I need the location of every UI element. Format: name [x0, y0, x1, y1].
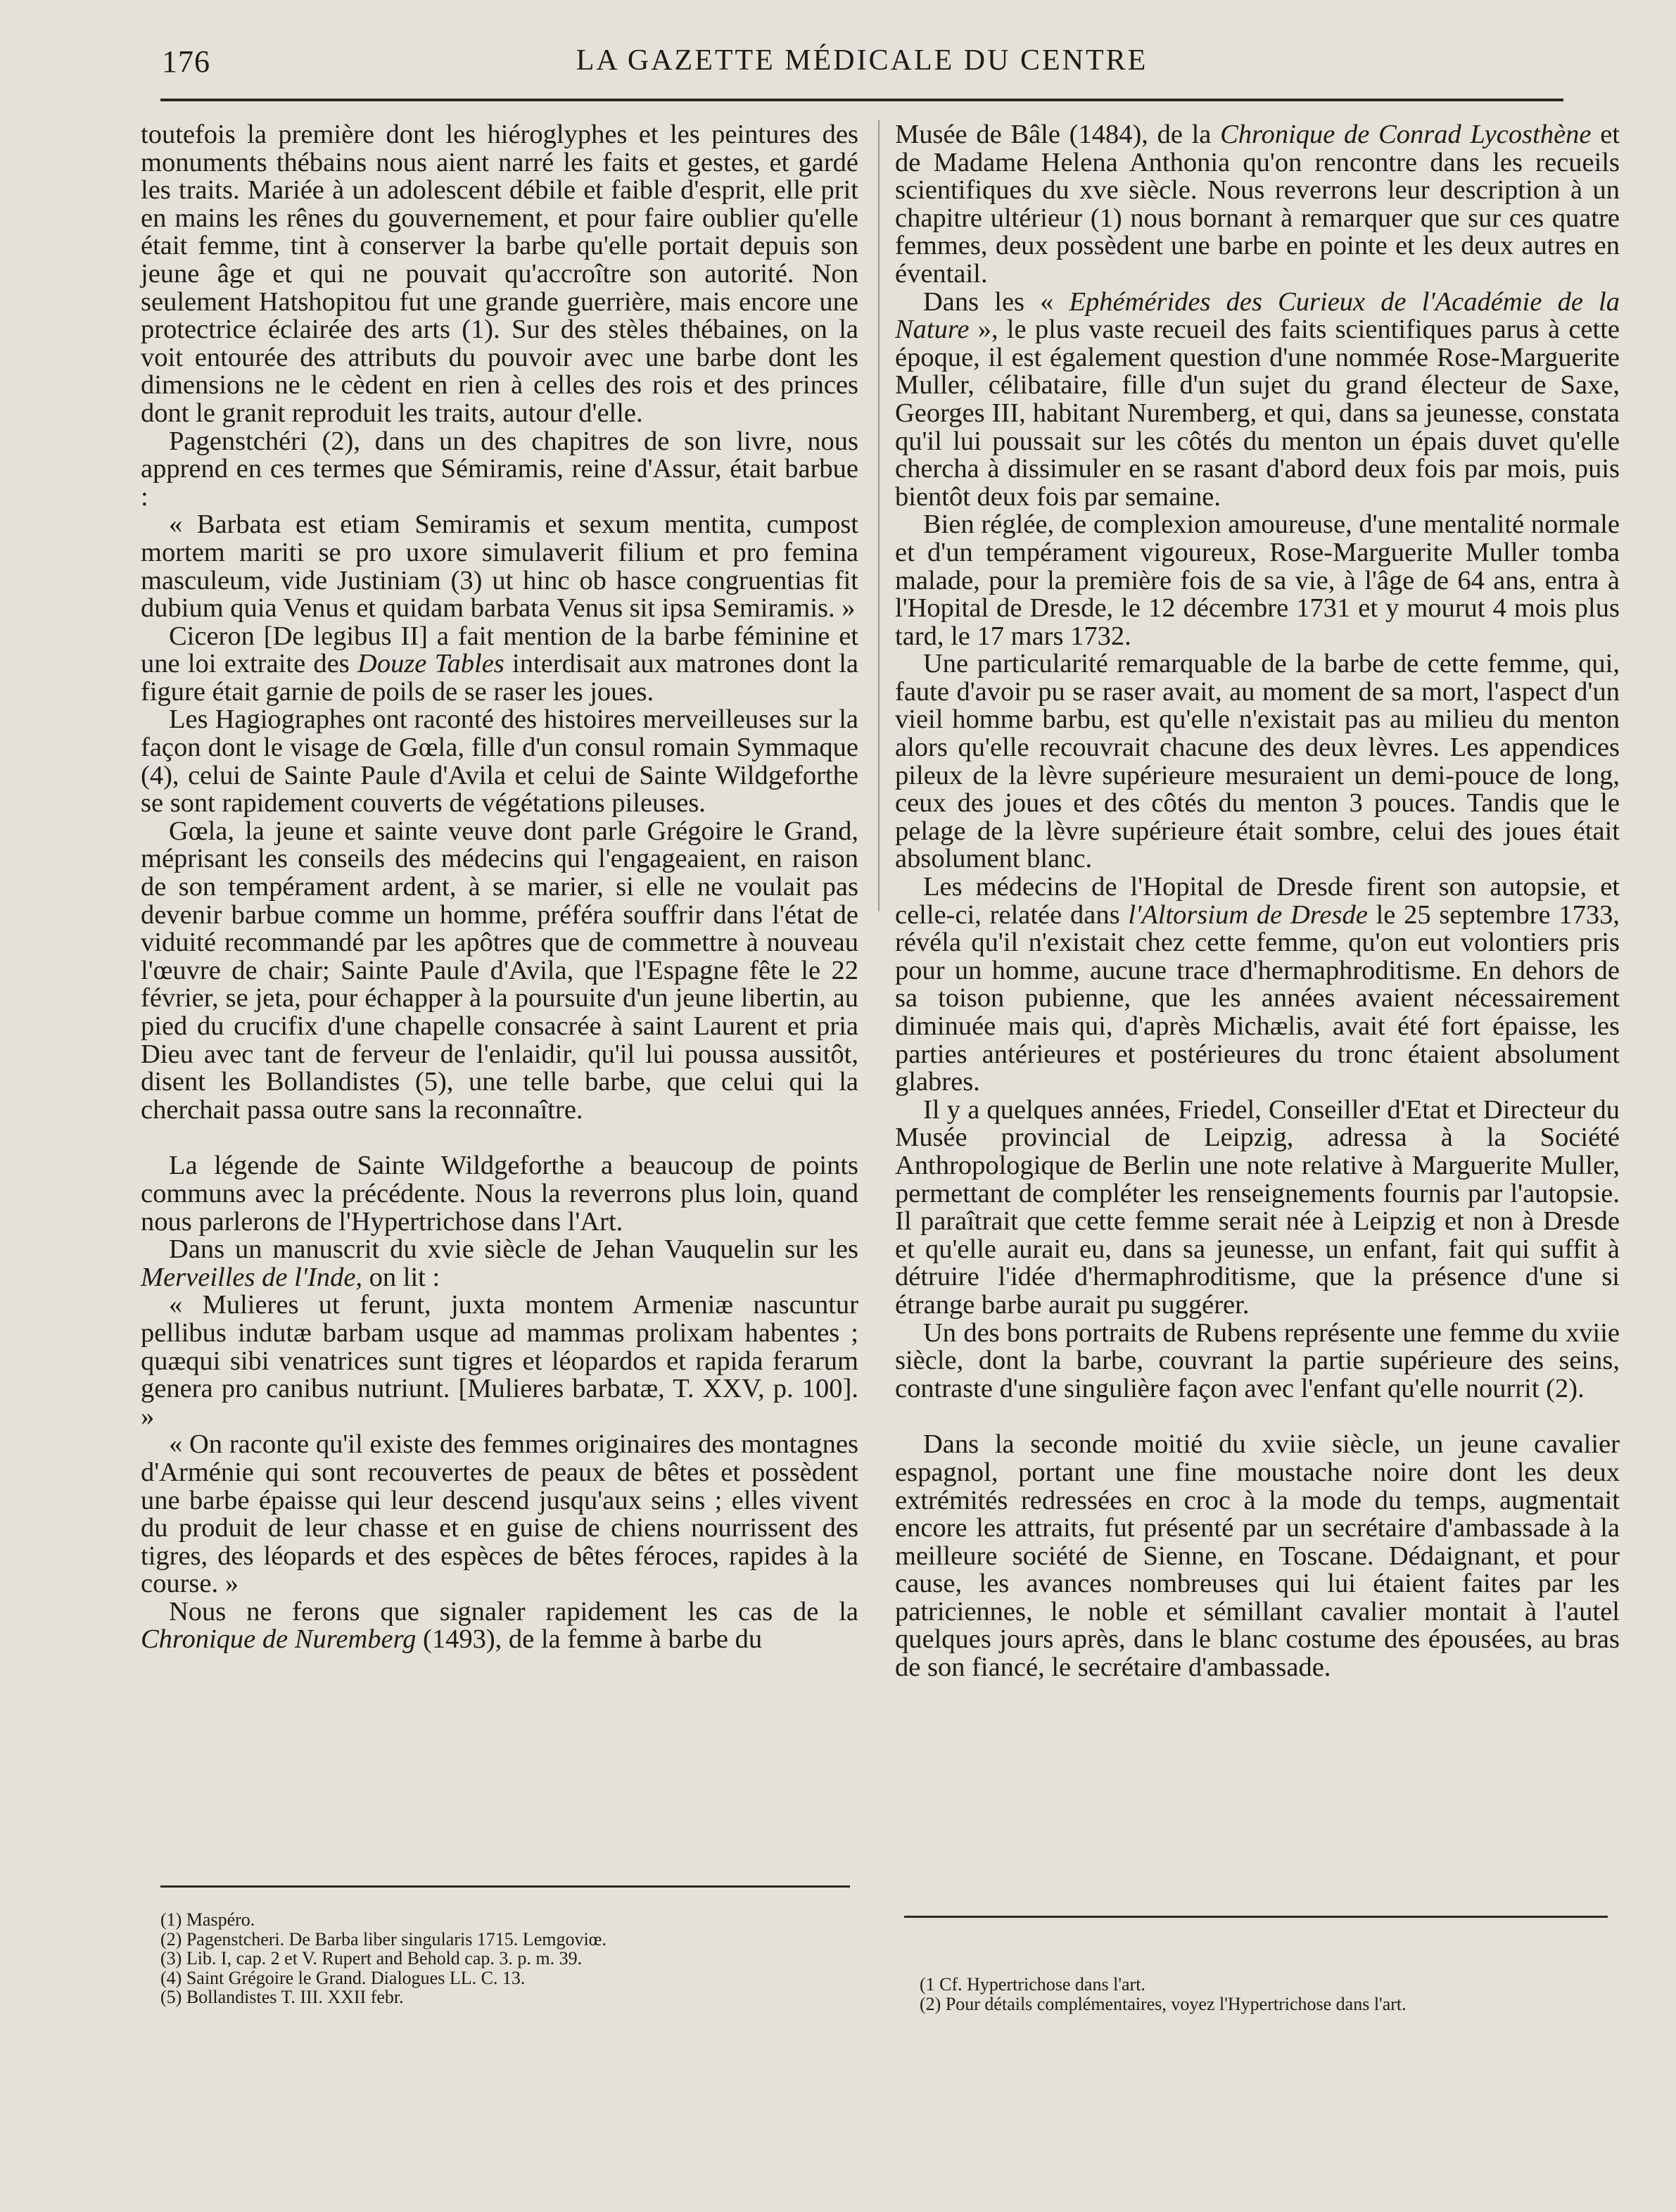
page-header [162, 41, 1562, 86]
footnote: (2) Pour détails complémentaires, voyez l'Hypertrichose dans l'art. [920, 1993, 1407, 2014]
paragraph: Dans les « Ephémérides des Curieux de l'Académie de la Nature », le plus vaste recueil des faits scientifiques parus à cette époque, il est également question d'une nommée Rose-Marguerite Muller, célibataire, fille d'un sujet du grand électeur de Saxe, Georges III, habitant Nuremberg, et qui, dans sa jeunesse, constata qu'il lui poussait sur les côtés du menton un épais duvet qu'elle chercha à dissimuler en se rasant d'abord deux fois par mois, puis bientôt deux fois par semaine. [895, 286, 1620, 512]
footnote: (1 Cf. Hypertrichose dans l'art. [920, 1974, 1145, 1995]
footnote-rule-left [160, 1885, 850, 1888]
paragraph: Les médecins de l'Hopital de Dresde firent son autopsie, et celle-ci, relatée dans l'Altorsium de Dresde le 25 septembre 1733, révéla qu'il n'existait chez cette femme, qu'on eut volontiers pris pour un homme, aucune trace d'hermaphroditisme. En dehors de sa toison pubienne, que les années avaient nécessairement diminuée mais qui, d'après Michælis, avait été fort épaisse, les parties antérieures et postérieures du tronc étaient absolument glabres. [895, 872, 1620, 1097]
paragraph: Dans un manuscrit du xvie siècle de Jehan Vauquelin sur les Merveilles de l'Inde, on lit : [141, 1234, 858, 1292]
header-rule [160, 99, 1563, 101]
footnote: (1) Maspéro. [160, 1909, 255, 1930]
left-column [141, 121, 858, 1654]
paragraph: Pagenstchéri (2), dans un des chapitres de son livre, nous apprend en ces termes que Sémiramis, reine d'Assur, était barbue : [141, 426, 858, 512]
paragraph: Il y a quelques années, Friedel, Conseiller d'Etat et Directeur du Musée provincial de Leipzig, adressa à la Société Anthropologique de Berlin une note relative à Marguerite Muller, permettant de compléter les renseignements fournis par l'autopsie. Il paraîtrait que cette femme serait née à Leipzig et non à Dresde et qu'elle aurait eu, dans sa jeunesse, un enfant, fait qui suffit à détruire l'idée d'hermaphroditisme, que la présence d'une si étrange barbe aurait pu suggérer. [895, 1094, 1620, 1320]
paragraph: Musée de Bâle (1484), de la Chronique de Conrad Lycosthène et de Madame Helena Anthonia qu'on rencontre dans les recueils scientifiques du xve siècle. Nous reverrons leur description à un chapitre ultérieur (1) nous bornant à remarquer que sur ces quatre femmes, deux possèdent une barbe en pointe et les deux autres en éventail. [895, 120, 1620, 289]
page-number: 176 [162, 44, 210, 79]
latin-quote: « Barbata est etiam Semiramis et sexum mentita, cumpost mortem mariti se pro uxore simulaverit filium et pro femina masculeum, vide Justiniam (3) ut hinc ob hasce congruentias fit dubium quia Venus et quidam barbata Venus sit ipsa Semiramis. » [141, 510, 858, 624]
journal-title: LA GAZETTE MÉDICALE DU CENTRE [576, 44, 1148, 77]
footnote-rule-right [904, 1916, 1608, 1918]
footnote: (2) Pagenstcheri. De Barba liber singularis 1715. Lemgoviœ. [160, 1928, 607, 1949]
paragraph: Dans la seconde moitié du xviie siècle, un jeune cavalier espagnol, portant une fine moustache noire dont les deux extrémités redressées en croc à la mode du temps, augmentait encore les attraits, fut présenté par un secrétaire d'ambassade à la meilleure société de Sienne, en Toscane. Dédaignant, et pour cause, les avances nombreuses qui lui étaient faites par les patriciennes, le noble et sémillant cavalier montait à l'autel quelques jours après, dans le blanc costume des épousées, au bras de son fiancé, le secrétaire d'ambassade. [895, 1429, 1620, 1683]
paragraph: Les Hagiographes ont raconté des histoires merveilleuses sur la façon dont le visage de Gœla, fille d'un consul romain Symmaque (4), celui de Sainte Paule d'Avila et celui de Sainte Wildgeforthe se sont rapidement couverts de végétations pileuses. [141, 704, 858, 819]
paragraph: toutefois la première dont les hiéroglyphes et les peintures des monuments thébains nous aient narré les faits et gestes, et gardé les traits. Mariée à un adolescent débile et faible d'esprit, elle prit en mains les rênes du gouvernement, et pour faire oublier qu'elle était femme, tint à conserver la barbe qu'elle portait depuis son jeune âge et qui ne pouvait qu'accroître son autorité. Non seulement Hatshopitou fut une grande guerrière, mais encore une protectrice éclairée des arts (1). Sur des stèles thébaines, on la voit entourée des attributs du pouvoir avec une barbe dont les dimensions ne le cèdent en rien à celles des rois et des princes dont le granit reproduit les traits, autour d'elle. [141, 120, 858, 428]
footnote: (4) Saint Grégoire le Grand. Dialogues LL. C. 13. [160, 1967, 526, 1988]
paragraph: Un des bons portraits de Rubens représente une femme du xviie siècle, dont la barbe, couvrant la partie supérieure des seins, contraste d'une singulière façon avec l'enfant qu'elle nourrit (2). [895, 1317, 1620, 1403]
column-divider [878, 120, 880, 911]
paragraph: La légende de Sainte Wildgeforthe a beaucoup de points communs avec la précédente. Nous la reverrons plus loin, quand nous parlerons de l'Hypertrichose dans l'Art. [141, 1151, 858, 1237]
footnotes-left [160, 1910, 864, 2007]
paragraph: Bien réglée, de complexion amoureuse, d'une mentalité normale et d'un tempérament vigoureux, Rose-Marguerite Muller tomba malade, pour la première fois de sa vie, à l'âge de 64 ans, entra à l'Hopital de Dresde, le 12 décembre 1731 et y mourut 4 mois plus tard, le 17 mars 1732. [895, 510, 1620, 651]
latin-quote: « Mulieres ut ferunt, juxta montem Armeniæ nascuntur pellibus indutæ barbam usque ad mammas prolixam habentes ; quæqui sibi venatrices sunt tigres et léopardos et rapida ferarum genera pro canibus nutriunt. [Mulieres barbatæ, T. XXV, p. 100]. » [141, 1290, 858, 1432]
paragraph: Ciceron [De legibus II] a fait mention de la barbe féminine et une loi extraite des Douze Tables interdisait aux matrones dont la figure était garnie de poils de se raser les joues. [141, 621, 858, 707]
paragraph: Nous ne ferons que signaler rapidement les cas de la Chronique de Nuremberg (1493), de la femme à barbe du [141, 1596, 858, 1655]
footnote: (3) Lib. I, cap. 2 et V. Rupert and Behold cap. 3. p. m. 39. [160, 1948, 583, 1968]
right-column [895, 121, 1620, 1682]
french-quote: « On raconte qu'il existe des femmes originaires des montagnes d'Arménie qui sont recouvertes de peaux de bêtes et possèdent une barbe épaisse qui leur descend jusqu'aux seins ; elles vivent du produit de leur chasse et en guise de chiens nourrissent des tigres, des léopards et des espèces de bêtes féroces, rapides à la course. » [141, 1429, 858, 1599]
paragraph: Gœla, la jeune et sainte veuve dont parle Grégoire le Grand, méprisant les conseils des médecins qui l'engageaient, en raison de son tempérament ardent, à se marier, si elle ne voulait pas devenir barbue comme un homme, préféra souffrir dans l'état de viduité recommandé par les apôtres que de commettre à nouveau l'œuvre de chair; Sainte Paule d'Avila, que l'Espagne fête le 22 février, se jeta, pour échapper à la poursuite d'un jeune libertin, au pied du crucifix d'une chapelle consacrée à saint Laurent et pria Dieu avec tant de ferveur de l'enlaidir, qu'il lui poussa aussitôt, disent les Bollandistes (5), une telle barbe, que celui qui la cherchait passa outre sans la reconnaître. [141, 816, 858, 1125]
footnote: (5) Bollandistes T. III. XXII febr. [160, 1987, 404, 2007]
paragraph: Une particularité remarquable de la barbe de cette femme, qui, faute d'avoir pu se raser avait, au moment de sa mort, l'aspect d'un vieil homme barbu, est qu'elle n'existait pas au milieu du menton alors qu'elle recouvrait chacune des deux lèvres. Les appendices pileux de la lèvre supérieure mesuraient un demi-pouce de long, ceux des joues et des côtés du menton 3 pouces. Tandis que le pelage de la lèvre supérieure était sombre, celui des joues était absolument blanc. [895, 649, 1620, 874]
footnotes-right [920, 1975, 1623, 2014]
